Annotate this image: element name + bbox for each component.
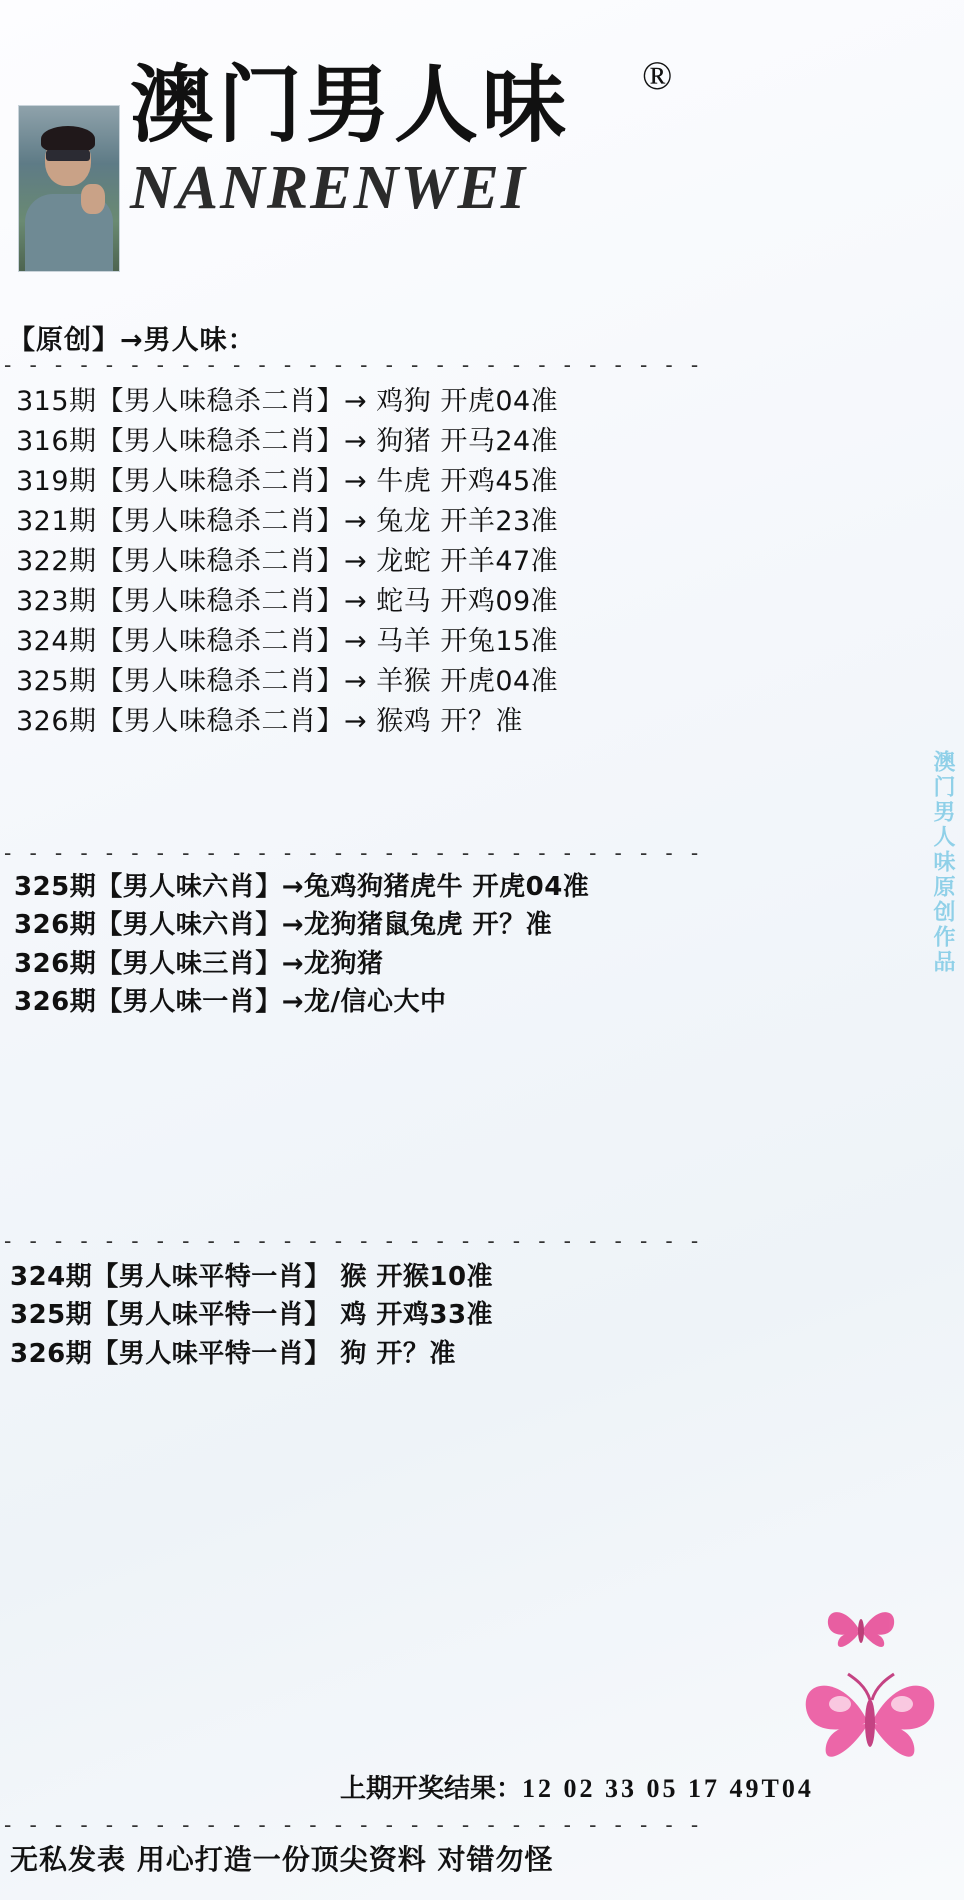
- registered-mark-icon: ®: [642, 53, 673, 98]
- list-item: 316期【男人味稳杀二肖】→ 狗猪 开马24准: [16, 425, 559, 457]
- list-item: 326期【男人味平特一肖】 狗 开？准: [10, 1338, 456, 1369]
- list-item: 326期【男人味一肖】→龙/信心大中: [14, 987, 447, 1018]
- divider-1: - - - - - - - - - - - - - - - - - - - - - - - - - - - -: [4, 352, 705, 377]
- divider-4: - - - - - - - - - - - - - - - - - - - - - - - - - - - -: [4, 1812, 705, 1837]
- brand-title-cn: 澳门男人味: [130, 56, 571, 154]
- brand-block: [130, 53, 830, 224]
- list-item: 322期【男人味稳杀二肖】→ 龙蛇 开羊47准: [16, 545, 559, 577]
- divider-3: - - - - - - - - - - - - - - - - - - - - - - - - - - - -: [4, 1228, 705, 1253]
- last-draw-numbers: 12 02 33 05 17 49T04: [522, 1774, 814, 1803]
- list-ping-te-one-zodiac: [10, 1258, 493, 1373]
- vertical-watermark: 澳门男人味原创作品: [930, 750, 955, 975]
- divider-2: - - - - - - - - - - - - - - - - - - - - - - - - - - - -: [4, 840, 705, 865]
- list-item: 315期【男人味稳杀二肖】→ 鸡狗 开虎04准: [16, 386, 559, 417]
- butterfly-icon: [822, 1600, 902, 1667]
- list-item: 325期【男人味稳杀二肖】→ 羊猴 开虎04准: [16, 665, 559, 697]
- avatar-hair: [41, 126, 95, 152]
- header: [0, 0, 964, 300]
- list-item: 319期【男人味稳杀二肖】→ 牛虎 开鸡45准: [16, 465, 559, 497]
- butterfly-icon: [796, 1660, 946, 1795]
- list-item: 325期【男人味平特一肖】 鸡 开鸡33准: [10, 1300, 494, 1331]
- list-item: 325期【男人味六肖】→兔鸡狗猪虎牛 开虎04准: [14, 872, 590, 902]
- list-item: 323期【男人味稳杀二肖】→ 蛇马 开鸡09准: [16, 585, 559, 617]
- avatar-hand: [81, 184, 105, 214]
- section-title: 【原创】→男人味：: [8, 325, 256, 356]
- footer-slogan: 无私发表 用心打造一份顶尖资料 对错勿怪: [10, 1843, 554, 1876]
- list-item: 324期【男人味平特一肖】 猴 开猴10准: [10, 1262, 494, 1292]
- list-item: 324期【男人味稳杀二肖】→ 马羊 开兔15准: [16, 625, 559, 657]
- last-draw-label: 上期开奖结果：: [340, 1774, 523, 1804]
- last-draw-result: [340, 1768, 814, 1805]
- list-item: 326期【男人味三肖】→龙狗猪: [14, 948, 384, 979]
- list-item: 321期【男人味稳杀二肖】→ 兔龙 开羊23准: [16, 505, 559, 537]
- list-six-three-one-zodiac: [14, 868, 589, 1022]
- list-item: 326期【男人味六肖】→龙狗猪鼠兔虎 开？准: [14, 910, 553, 941]
- brand-title-en: NANRENWEI: [130, 153, 527, 222]
- list-stable-two-zodiac: [16, 382, 558, 742]
- list-item: 326期【男人味稳杀二肖】→ 猴鸡 开？准: [16, 705, 523, 737]
- avatar: [18, 105, 120, 272]
- sunglasses-icon: [46, 150, 90, 161]
